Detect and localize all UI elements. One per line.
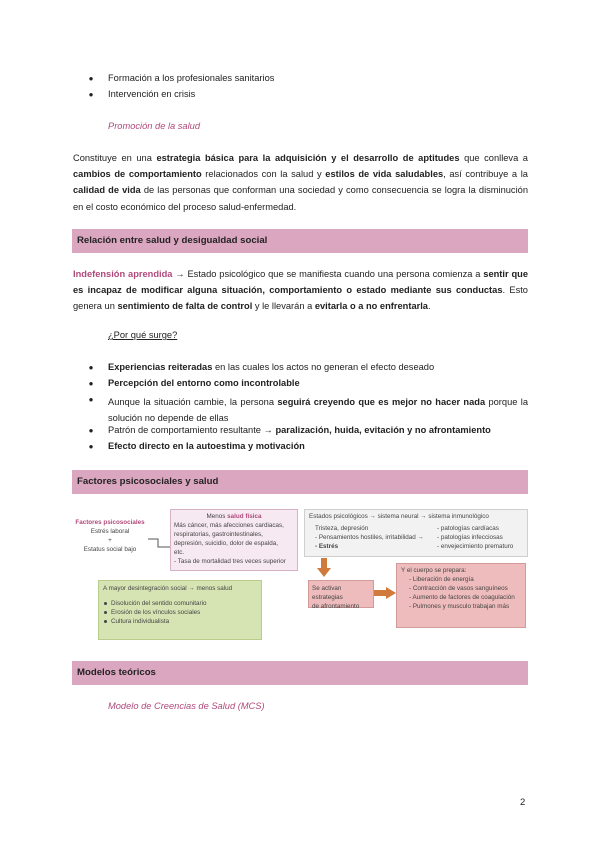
cuerpo-item: - Aumento de factores de coagulación bbox=[409, 594, 515, 601]
desint-item: Erosión de los vínculos sociales bbox=[103, 608, 257, 617]
surge-bullet: Efecto directo en la autoestima y motivación bbox=[108, 441, 305, 451]
right-arrow-icon bbox=[374, 587, 396, 599]
intro-bullet: Intervención en crisis bbox=[108, 89, 196, 99]
desintegracion-box: A mayor desintegración social → menos salud Disolución del sentido comunitario Erosión de los vínculos sociales Cultura individualista bbox=[98, 580, 262, 640]
intro-bullet: Formación a los profesionales sanitarios bbox=[108, 73, 275, 83]
cuerpo-box: Y el cuerpo se prepara: - Liberación de energía - Contracción de vasos sanguíneos - Aumento de factores de coagulación - Pulmones y musculo trabajan más bbox=[396, 563, 526, 628]
psychosocial-diagram bbox=[70, 505, 530, 645]
bullet-icon: ● bbox=[88, 90, 94, 99]
surge-bullet: Patrón de comportamiento resultante → paralización, huida, evitación y no afrontamiento bbox=[108, 425, 491, 435]
down-arrow-icon bbox=[317, 558, 331, 578]
cuerpo-item: - Pulmones y musculo trabajan más bbox=[409, 603, 510, 610]
bullet-icon: ● bbox=[88, 395, 94, 404]
surge-bullet: Percepción del entorno como incontrolable bbox=[108, 378, 300, 388]
promo-title: Promoción de la salud bbox=[108, 121, 200, 131]
bullet-icon: ● bbox=[88, 426, 94, 435]
section-header-factores: Factores psicosociales y salud bbox=[72, 470, 528, 494]
desint-item: Cultura individualista bbox=[103, 617, 257, 626]
factores-box: Factores psicosociales Estrés laboral + Estatus social bajo bbox=[75, 519, 145, 553]
afrontamiento-box: Se activan estrategias de afrontamiento bbox=[308, 580, 374, 608]
bullet-icon: ● bbox=[88, 379, 94, 388]
bullet-icon: ● bbox=[88, 442, 94, 451]
indefension-paragraph: Indefensión aprendida → Estado psicológico que se manifiesta cuando una persona comienza a sentir que es incapaz de modificar alguna situación, comportamiento o estado mediante sus conductas. Esto genera un sentimiento de falta de control y le llevarán a evitarla o a no enfrentarla. bbox=[73, 269, 528, 312]
surge-bullet: Experiencias reiteradas en las cuales los actos no generan el efecto deseado bbox=[108, 362, 435, 372]
por-que-surge-title: ¿Por qué surge? bbox=[108, 330, 178, 340]
cuerpo-item: - Contracción de vasos sanguíneos bbox=[409, 585, 508, 592]
salud-fisica-box: Menos salud física Más cáncer, más afecciones cardiacas, respiratorias, gastrointestinales, depresión, suicidio, dolor de espalda, etc. - Tasa de mortalidad tres veces superior bbox=[170, 509, 298, 571]
promo-paragraph: Constituye en una estrategia básica para la adquisición y el desarrollo de aptitudes que conlleva a cambios de comportamiento relacionados con la salud y estilos de vida saludables, así contribuye a la calidad de vida de las personas que conforman una sociedad y como consecuencia se logra la disminución en el costo económico del proceso salud-enfermedad. bbox=[73, 153, 528, 212]
desint-item: Disolución del sentido comunitario bbox=[103, 599, 257, 608]
page-number: 2 bbox=[520, 797, 526, 808]
section-header-modelos: Modelos teóricos bbox=[72, 661, 528, 685]
estados-box: Estados psicológicos → sistema neural → sistema inmunológico Tristeza, depresión - Pensamientos hostiles, irritabilidad → - Estrés - patologías cardíacas - patologías infecciosas - envejecimiento prematuro bbox=[304, 509, 528, 557]
mcs-title: Modelo de Creencias de Salud (MCS) bbox=[108, 701, 265, 711]
surge-bullet: Aunque la situación cambie, la persona seguirá creyendo que es mejor no hacer nada porque la solución no depende de ellas bbox=[108, 397, 528, 423]
cuerpo-item: - Liberación de energía bbox=[409, 576, 474, 583]
section-header-desigualdad: Relación entre salud y desigualdad social bbox=[72, 229, 528, 253]
connector-arrow-icon bbox=[148, 525, 172, 551]
bullet-icon: ● bbox=[88, 74, 94, 83]
bullet-icon: ● bbox=[88, 363, 94, 372]
